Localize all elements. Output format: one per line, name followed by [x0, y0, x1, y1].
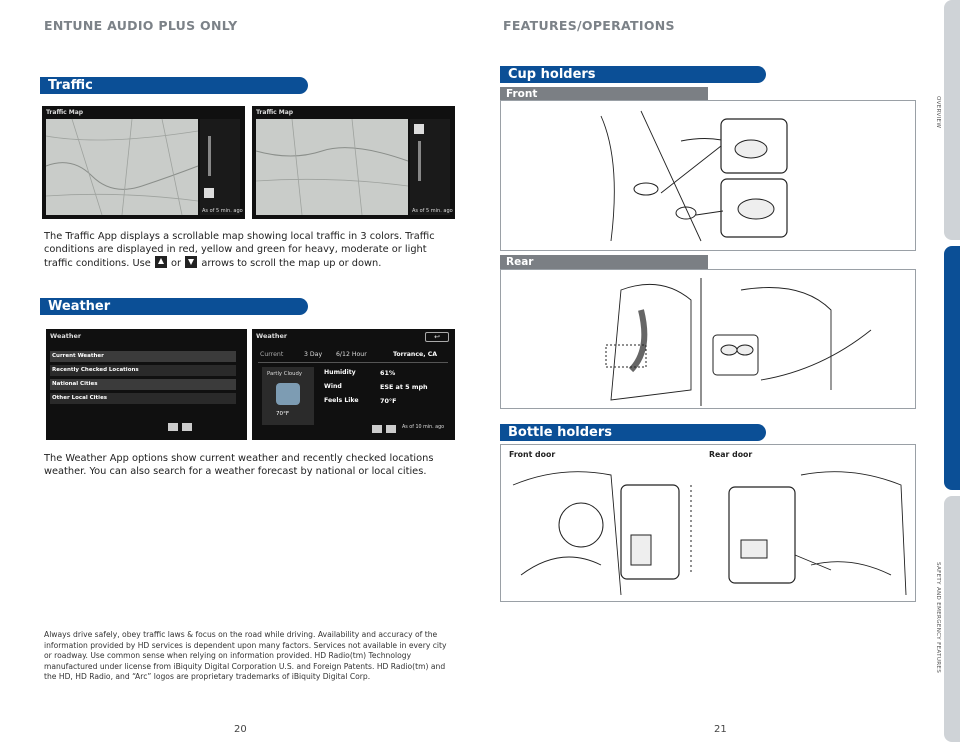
traffic-description-part2: arrows to scroll the map up or down. [201, 258, 382, 269]
weather-row-label: Humidity [324, 369, 356, 376]
rear-door-label: Rear door [709, 450, 753, 459]
audio-icon [372, 425, 382, 433]
side-tab-features-operations[interactable] [944, 246, 960, 490]
weather-row-value: 61% [380, 369, 396, 377]
front-cup-holder-illustration [500, 100, 916, 251]
menu-icon [386, 425, 396, 433]
rear-cup-holder-drawing [501, 270, 917, 410]
side-label-features-operations: FEATURES/OPERATIONS [935, 322, 941, 394]
cup-holders-section-title: Cup holders [500, 66, 766, 83]
traffic-map-timestamp: As of 5 min. ago [412, 208, 453, 214]
partly-cloudy-icon [276, 383, 300, 405]
weather-menu-item[interactable]: National Cities [50, 379, 236, 390]
audio-icon [168, 423, 178, 431]
traffic-description-or: or [171, 258, 182, 269]
traffic-map-screen-left [42, 106, 245, 219]
weather-location: Torrance, CA [393, 351, 438, 358]
cup-holders-front-label: Front [500, 87, 708, 101]
weather-row-value: ESE at 5 mph [380, 383, 428, 391]
left-page-number: 20 [234, 724, 247, 735]
scroll-down-arrow-icon [185, 256, 197, 268]
weather-tab-current[interactable]: Current [260, 351, 284, 358]
weather-menu-item[interactable]: Other Local Cities [50, 393, 236, 404]
bottle-holders-section-title: Bottle holders [500, 424, 766, 441]
weather-tab-3day[interactable]: 3 Day [304, 351, 323, 358]
traffic-description [44, 230, 450, 270]
weather-menu-item[interactable]: Current Weather [50, 351, 236, 362]
bottle-holders-illustration [500, 444, 916, 602]
front-door-label: Front door [509, 450, 556, 459]
side-tab-overview[interactable] [944, 0, 960, 240]
cup-holders-rear-label: Rear [500, 255, 708, 269]
tab-divider [258, 362, 448, 363]
side-label-safety: SAFETY AND EMERGENCY FEATURES [935, 562, 941, 674]
traffic-section-title: Traffic [40, 77, 308, 94]
left-page-heading: ENTUNE AUDIO PLUS ONLY [44, 18, 238, 33]
scroll-up-arrow-icon [155, 256, 167, 268]
front-cup-holder-drawing [501, 101, 917, 252]
traffic-map-image [42, 106, 245, 219]
weather-menu-item[interactable]: Recently Checked Locations [50, 365, 236, 376]
weather-detail-title: Weather [256, 332, 288, 340]
traffic-map-title: Traffic Map [256, 109, 294, 116]
rear-cup-holder-illustration [500, 269, 916, 409]
traffic-map-image [252, 106, 455, 219]
traffic-description-part1: The Traffic App displays a scrollable map showing local traffic in 3 colors. Traffic conditions are displayed in red, yellow and green for heavy, moderate or light traffic conditions. Use [44, 231, 435, 269]
legal-footnote: Always drive safely, obey traffic laws & focus on the road while driving. Availability and accuracy of the information provided by HD services is dependent upon many factors. Services not available in every city or roadway. Use common sense when relying on information provided. HD Radio(tm) Technology manufactured under license from iBiquity Digital Corporation U.S. and Foreign Patents. HD Radio(tm) and the HD, HD Radio, and “Arc” logos are proprietary trademarks of iBiquity Digital Corp. [44, 630, 447, 681]
right-page-number: 21 [714, 724, 727, 735]
traffic-map-title: Traffic Map [46, 109, 84, 116]
weather-condition: Partly Cloudy [267, 371, 303, 377]
right-page-heading: FEATURES/OPERATIONS [503, 18, 675, 33]
weather-tab-6-12-hour[interactable]: 6/12 Hour [336, 351, 367, 358]
weather-row-label: Feels Like [324, 397, 359, 404]
weather-detail-screen [252, 329, 455, 440]
weather-description: The Weather App options show current weather and recently checked locations weather. You can also search for a weather forecast by national or local cities. [44, 453, 434, 477]
weather-condition-temp: 70°F [276, 411, 290, 417]
weather-condition-card [262, 367, 314, 425]
traffic-map-timestamp: As of 5 min. ago [202, 208, 243, 214]
weather-section-title: Weather [40, 298, 308, 315]
side-label-overview: OVERVIEW [935, 96, 941, 129]
bottle-holders-drawing [501, 445, 917, 603]
weather-menu-screen [46, 329, 247, 440]
back-arrow-icon[interactable]: ↩ [425, 332, 449, 342]
weather-timestamp: As of 10 min. ago [402, 425, 445, 430]
weather-row-label: Wind [324, 383, 342, 390]
menu-icon [182, 423, 192, 431]
weather-row-value: 70°F [380, 397, 397, 405]
traffic-map-screen-right [252, 106, 455, 219]
weather-menu-title: Weather [50, 332, 82, 340]
side-tab-safety[interactable] [944, 496, 960, 742]
